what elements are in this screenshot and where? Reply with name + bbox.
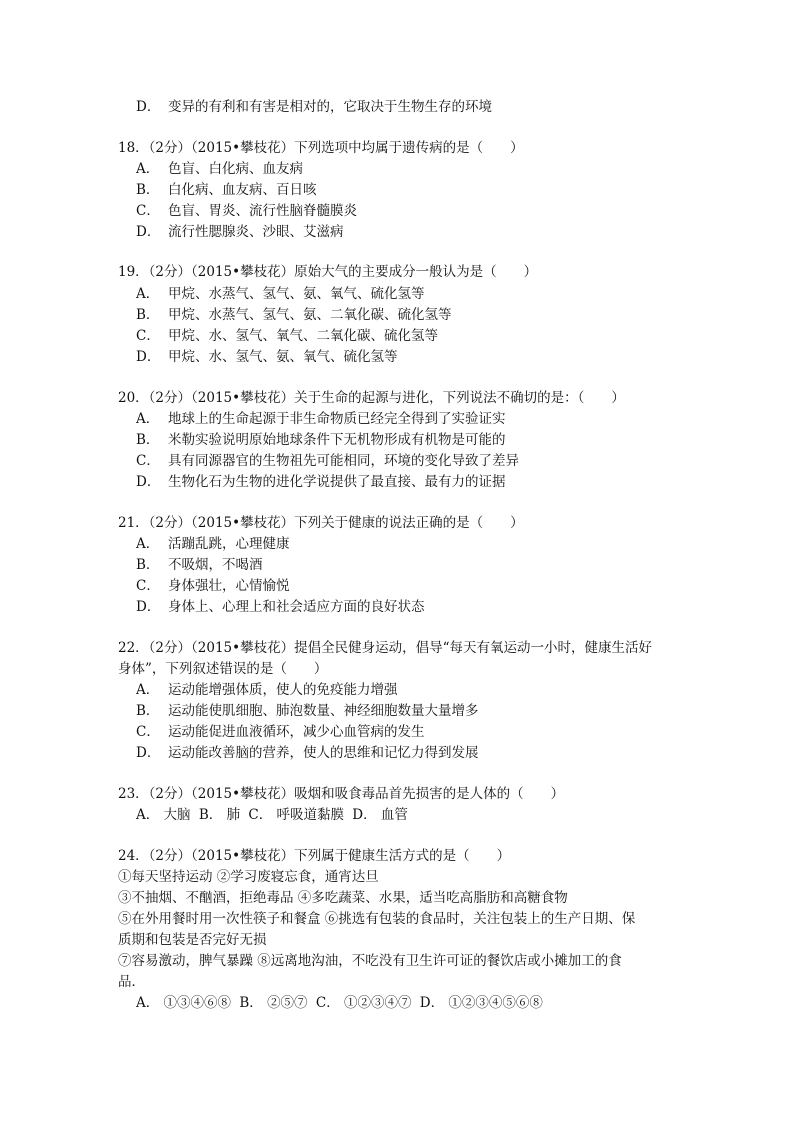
option-label: A． (136, 807, 160, 823)
q22-option-d (136, 743, 479, 763)
option-text: 甲烷、水蒸气、氢气、氨、二氧化碳、硫化氢等 (168, 307, 452, 323)
q23-option-d (352, 805, 408, 825)
option-label: A． (136, 995, 160, 1011)
option-label: D． (136, 224, 161, 240)
q20-stem: 20．（2分）（2015•攀枝花）关于生命的起源与进化，下列说法不确切的是：（ ） (118, 390, 625, 406)
q19-option-d (136, 347, 398, 367)
option-text: 白化病、血友病、百日咳 (168, 182, 317, 198)
q22-option-c (136, 722, 425, 742)
option-text: 运动能促进血液循环，减少心血管病的发生 (168, 724, 425, 740)
q18-stem: 18．（2分）（2015•攀枝花）下列选项中均属于遗传病的是（ ） (118, 140, 524, 156)
option-text: 甲烷、水、氢气、氧气、二氧化碳、硫化氢等 (168, 328, 438, 344)
option-label: B． (136, 307, 160, 323)
q18-option-b (136, 180, 317, 200)
q20-option-d (136, 472, 506, 492)
q23-option-b (199, 805, 240, 825)
option-label: C． (136, 203, 160, 219)
option-label: C． (315, 995, 340, 1011)
q22-option-a (136, 680, 398, 700)
option-label: D． (136, 474, 161, 490)
option-text: 变异的有利和有害是相对的，它取决于生物生存的环境 (168, 99, 492, 115)
option-label: C． (136, 328, 160, 344)
option-text: 呼吸道黏膜 (276, 807, 344, 823)
option-text: 色盲、白化病、血友病 (168, 161, 303, 177)
option-label: B． (136, 557, 160, 573)
option-label: C． (136, 453, 160, 469)
option-label: D． (136, 599, 161, 615)
option-text: 不吸烟，不喝酒 (168, 557, 263, 573)
option-text: ①②③④⑦ (344, 995, 412, 1011)
q23-stem: 23．（2分）（2015•攀枝花）吸烟和吸食毒品首先损害的是人体的（ ） (118, 786, 565, 802)
q24-item-line: 质期和包装是否完好无损 (118, 932, 267, 948)
option-label: B． (136, 432, 160, 448)
q19-stem: 19．（2分）（2015•攀枝花）原始大气的主要成分一般认为是（ ） (118, 264, 538, 280)
option-label: B． (136, 182, 160, 198)
option-text: 运动能改善脑的营养，使人的思维和记忆力得到发展 (168, 745, 479, 761)
q24-item-line: ③不抽烟、不酗酒，拒绝毒品 ④多吃蔬菜、水果，适当吃高脂肪和高糖食物 (118, 890, 568, 906)
option-text: 运动能使肌细胞、肺泡数量、神经细胞数量大量增多 (168, 703, 479, 719)
option-label: C． (136, 724, 160, 740)
option-text: 肺 (226, 807, 241, 823)
q24-option-a (136, 993, 231, 1013)
q24-item-line: ⑤在外用餐时用一次性筷子和餐盒 ⑥挑选有包装的食品时，关注包装上的生产日期、保 (118, 911, 636, 927)
q22-stem-line2: 身体”，下列叙述错误的是（ ） (118, 661, 328, 677)
q24-option-c (316, 993, 412, 1013)
q20-option-b (136, 430, 506, 450)
option-label: D． (419, 995, 445, 1011)
option-text: 具有同源器官的生物祖先可能相同，环境的变化导致了差异 (168, 453, 519, 469)
option-label: A． (136, 161, 160, 177)
q20-option-c (136, 451, 519, 471)
option-text: ①②③④⑤⑥⑧ (448, 995, 543, 1011)
q21-option-a (136, 534, 290, 554)
q23-option-a (136, 805, 191, 825)
option-text: ②⑤⑦ (267, 995, 308, 1011)
q24-option-b (239, 993, 307, 1013)
option-label: A． (136, 682, 160, 698)
q19-option-a (136, 284, 425, 304)
option-text: 生物化石为生物的进化学说提供了最直接、最有力的证据 (168, 474, 506, 490)
q22-stem-line1: 22．（2分）（2015•攀枝花）提倡全民健身运动，倡导“每天有氧运动一小时，健康生活好 (118, 640, 652, 656)
option-text: 地球上的生命起源于非生命物质已经完全得到了实验证实 (168, 411, 506, 427)
q23-option-c (248, 805, 344, 825)
option-label: C． (136, 578, 160, 594)
option-text: 甲烷、水、氢气、氨、氧气、硫化氢等 (168, 349, 398, 365)
option-text: 运动能增强体质，使人的免疫能力增强 (168, 682, 398, 698)
option-text: 甲烷、水蒸气、氢气、氨、氧气、硫化氢等 (168, 286, 425, 302)
q18-option-d (136, 222, 344, 242)
q24-stem: 24．（2分）（2015•攀枝花）下列属于健康生活方式的是（ ） (118, 848, 511, 864)
option-label: A． (136, 411, 160, 427)
option-text: 身体上、心理上和社会适应方面的良好状态 (168, 599, 425, 615)
option-text: 血管 (380, 807, 408, 823)
q18-option-a (136, 159, 303, 179)
q20-option-a (136, 409, 506, 429)
q24-item-line: 品． (118, 974, 145, 990)
q17-option-d (136, 97, 492, 117)
q21-option-c (136, 576, 290, 596)
option-label: B． (136, 703, 160, 719)
option-text: 米勒实验说明原始地球条件下无机物形成有机物是可能的 (168, 432, 506, 448)
q24-option-d (420, 993, 543, 1013)
option-label: D． (136, 349, 161, 365)
option-text: 身体强壮，心情愉悦 (168, 578, 290, 594)
option-text: 活蹦乱跳，心理健康 (168, 536, 290, 552)
option-text: ①③④⑥⑧ (163, 995, 232, 1011)
option-text: 大脑 (163, 807, 191, 823)
option-label: D． (136, 99, 161, 115)
option-text: 色盲、胃炎、流行性脑脊髓膜炎 (168, 203, 357, 219)
option-label: A． (136, 536, 160, 552)
option-text: 流行性腮腺炎、沙眼、艾滋病 (168, 224, 344, 240)
q18-option-c (136, 201, 357, 221)
q21-option-b (136, 555, 263, 575)
q22-option-b (136, 701, 479, 721)
q24-item-line: ⑦容易激动，脾气暴躁 ⑧远离地沟油，不吃没有卫生许可证的餐饮店或小摊加工的食 (118, 953, 622, 969)
option-label: C． (248, 807, 273, 823)
option-label: D． (136, 745, 161, 761)
q19-option-b (136, 305, 452, 325)
option-label: B． (239, 995, 263, 1011)
q19-option-c (136, 326, 438, 346)
q24-item-line: ①每天坚持运动 ②学习废寝忘食，通宵达旦 (118, 869, 379, 885)
q21-stem: 21．（2分）（2015•攀枝花）下列关于健康的说法正确的是（ ） (118, 515, 524, 531)
q23-options-row (136, 805, 412, 825)
option-label: D． (352, 807, 377, 823)
option-label: B． (198, 807, 223, 823)
option-label: A． (136, 286, 160, 302)
q21-option-d (136, 597, 425, 617)
q24-options-row (136, 993, 547, 1013)
